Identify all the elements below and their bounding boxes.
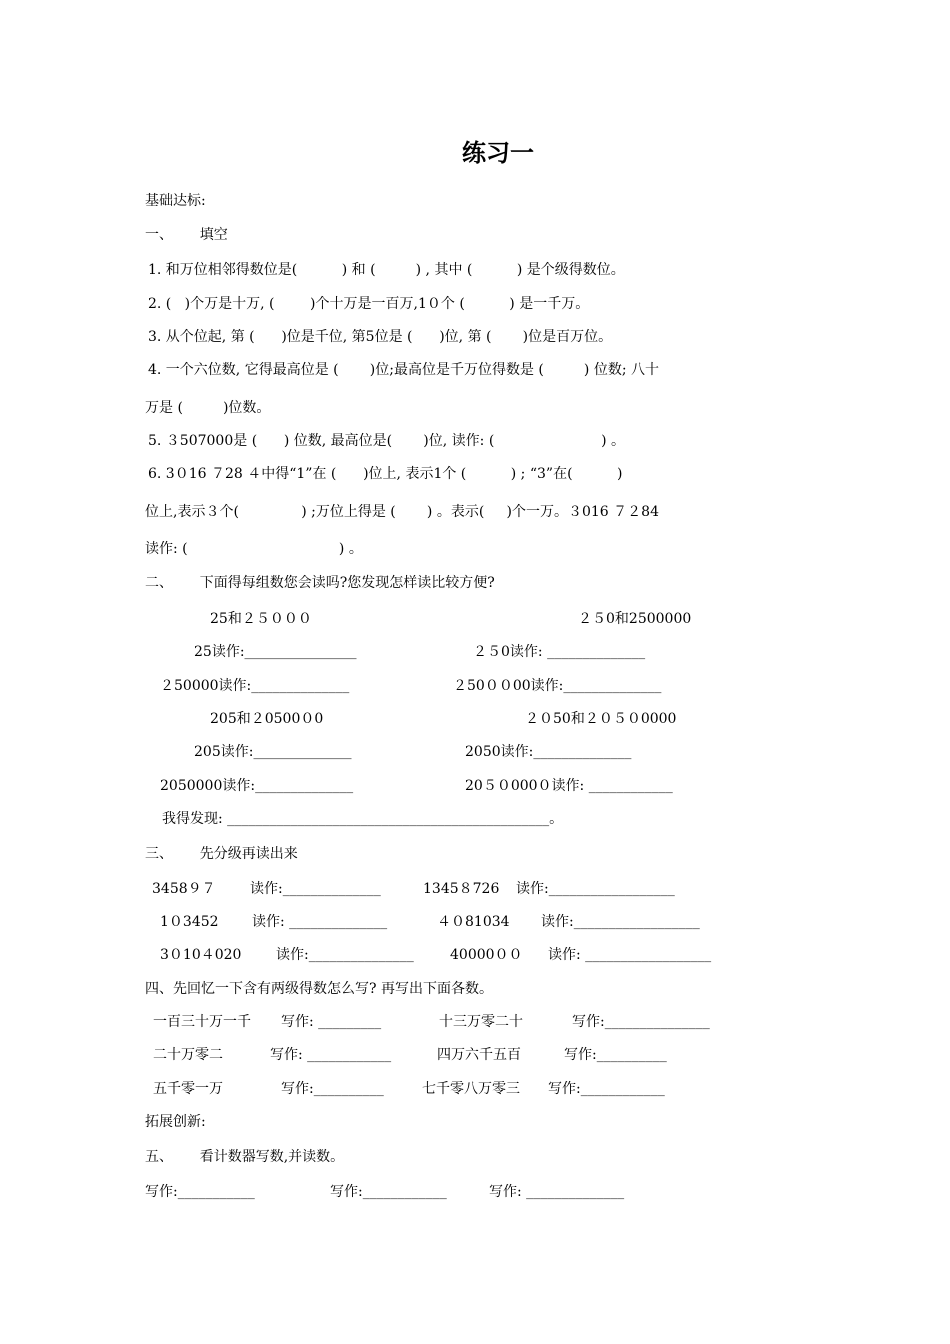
word-number-b2: 四万六千五百 <box>437 1047 521 1063</box>
part2-heading: 二、 下面得每组数您会读吗?您发现怎样读比较方便? <box>145 575 495 591</box>
read-2050: 2050读作:______________ <box>465 744 632 760</box>
read-20500000: 20５０000０读作: ____________ <box>465 778 673 794</box>
word-number-c1: 五千零一万 <box>153 1081 223 1097</box>
word-number-b1: 二十万零二 <box>153 1047 223 1063</box>
number-a1-read: 读作:______________ <box>250 881 381 897</box>
read-205: 205读作:______________ <box>194 744 352 760</box>
word-number-c2: 七千零八万零三 <box>422 1081 520 1097</box>
question-3: 3. 从个位起, 第 ( )位是千位, 第5位是 ( )位, 第 ( )位是百万位。 <box>148 329 613 345</box>
question-6-line2: 位上,表示３个( ) ;万位上得是 ( ) 。表示( )个一万。３016 ７２84 <box>145 504 659 520</box>
read-2050000: 2050000读作:______________ <box>160 778 354 794</box>
question-6-line1: 6. 3０16 ７28 ４中得“1”在 ( )位上, 表示1个 ( ) ; “3”在( ) <box>148 466 623 482</box>
word-number-a1: 一百三十万一千 <box>153 1014 251 1030</box>
question-6-line3: 读作: ( ) 。 <box>145 541 363 557</box>
number-c1: 3０10４020 <box>160 947 242 963</box>
read-25: 25读作:________________ <box>194 644 357 660</box>
read-250: ２５0读作: ______________ <box>473 644 646 660</box>
number-b1-read: 读作: ______________ <box>252 914 388 930</box>
read-250000: ２50000读作:______________ <box>160 678 350 694</box>
group1-left: 25和２５０００ <box>210 611 312 627</box>
section-extend: 拓展创新: <box>145 1114 206 1130</box>
number-c2-read: 读作: __________________ <box>548 947 712 963</box>
number-c2: 40000００ <box>450 947 523 963</box>
group2-right: ２０50和２０５０0000 <box>525 711 677 727</box>
number-b1: 1０3452 <box>160 914 219 930</box>
question-2: 2. ( )个万是十万, ( )个十万是一百万,1０个 ( ) 是一千万。 <box>148 296 590 312</box>
question-4-line2: 万是 ( )位数。 <box>145 400 271 416</box>
number-c1-read: 读作:_______________ <box>276 947 414 963</box>
read-2500000: ２50００00读作:______________ <box>453 678 662 694</box>
abacus-write-3: 写作: ______________ <box>489 1184 625 1200</box>
question-5: 5. ３507000是 ( ) 位数, 最高位是( )位, 读作: ( ) 。 <box>148 433 625 449</box>
word-number-c1-write: 写作:__________ <box>281 1081 384 1097</box>
page-title: 练习一 <box>462 139 534 167</box>
part4-heading: 四、先回忆一下含有两级得数怎么写? 再写出下面各数。 <box>145 981 493 997</box>
word-number-c2-write: 写作:____________ <box>548 1081 665 1097</box>
word-number-b2-write: 写作:__________ <box>564 1047 667 1063</box>
section-basic: 基础达标: <box>145 193 206 209</box>
part5-heading: 五、 看计数器写数,并读数。 <box>145 1149 345 1165</box>
abacus-write-1: 写作:___________ <box>145 1184 255 1200</box>
number-b2: ４０81034 <box>437 914 510 930</box>
number-a2-read: 读作:__________________ <box>516 881 675 897</box>
my-finding: 我得发现: ______________________________________________。 <box>162 811 564 827</box>
word-number-b1-write: 写作: ____________ <box>270 1047 392 1063</box>
question-1: 1. 和万位相邻得数位是( ) 和 ( ) , 其中 ( ) 是个级得数位。 <box>148 262 625 278</box>
part3-heading: 三、 先分级再读出来 <box>145 846 298 862</box>
word-number-a2: 十三万零二十 <box>439 1014 523 1030</box>
group2-left: 205和２0500０0 <box>210 711 324 727</box>
group1-right: ２５0和2500000 <box>578 611 692 627</box>
word-number-a2-write: 写作:_______________ <box>572 1014 710 1030</box>
part1-heading: 一、 填空 <box>145 227 228 243</box>
word-number-a1-write: 写作: _________ <box>281 1014 382 1030</box>
number-a2: 1345８726 <box>423 881 500 897</box>
abacus-write-2: 写作:____________ <box>330 1184 447 1200</box>
number-b2-read: 读作:__________________ <box>541 914 700 930</box>
number-a1: 3458９７ <box>152 881 216 897</box>
question-4-line1: 4. 一个六位数, 它得最高位是 ( )位;最高位是千万位得数是 ( ) 位数; 八十 <box>148 362 659 378</box>
